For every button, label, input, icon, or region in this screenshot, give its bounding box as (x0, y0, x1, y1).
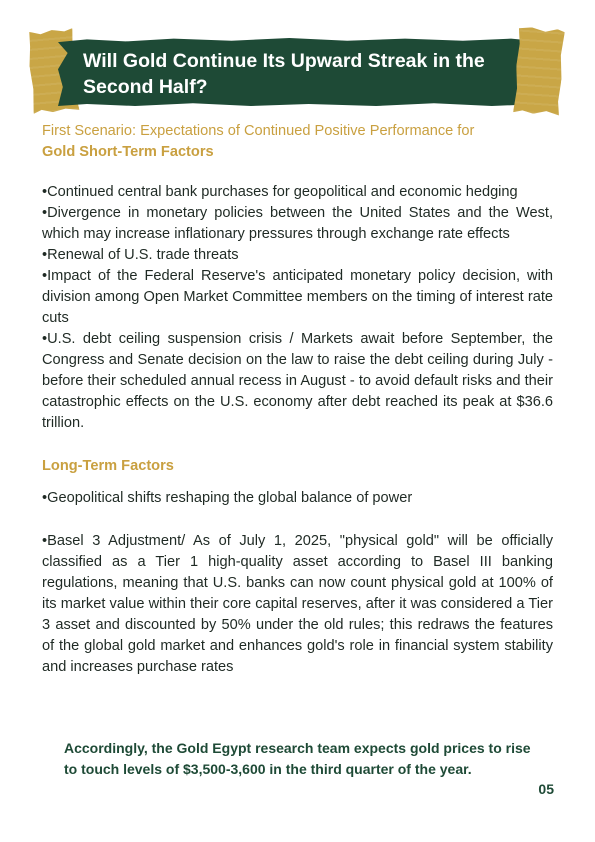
short-term-factor: •U.S. debt ceiling suspension crisis / Markets await before September, the Congress and Senate decision on the law to raise the debt ceiling during July - before their scheduled annual recess in August - to avoid default risks and their catastrophic effects on the U.S. economy after debt reached its peak at $36.6 trillion. (42, 331, 553, 431)
conclusion-statement: Accordingly, the Gold Egypt research team expects gold prices to rise to touch levels of $3,500-3,600 in the third quarter of the year. (64, 740, 531, 777)
long-term-heading: Long-Term Factors (42, 458, 174, 474)
page-number: 05 (538, 781, 554, 797)
short-term-factor: •Impact of the Federal Reserve's anticipated monetary policy decision, with division among Open Market Committee members on the timing of interest rate cuts (42, 268, 553, 326)
long-term-factor: •Geopolitical shifts reshaping the global balance of power (42, 490, 413, 506)
short-term-factor: •Divergence in monetary policies between the United States and the West, which may increase inflationary pressures through exchange rate effects (42, 205, 553, 242)
short-term-factor: •Renewal of U.S. trade threats (42, 247, 239, 263)
long-term-factor: •Basel 3 Adjustment/ As of July 1, 2025, "physical gold" will be officially classified as a Tier 1 high-quality asset according to Basel III banking regulations, meaning that U.S. banks can now count physical gold at 100% of its market value within their core capital reserves, after it was considered a Tier 3 asset and discounted by 50% under the old rules; this redraws the features of the global gold market and enhances gold's role in financial system stability and increases purchase rates (42, 533, 553, 675)
main-content (42, 121, 553, 678)
page-title: Will Gold Continue Its Upward Streak in the Second Half? (83, 50, 485, 98)
short-term-heading: Gold Short-Term Factors (42, 144, 214, 160)
scenario-intro: First Scenario: Expectations of Continued Positive Performance for (42, 123, 475, 139)
gold-tape-right-decoration (513, 27, 565, 116)
short-term-factor: •Continued central bank purchases for geopolitical and economic hedging (42, 184, 518, 200)
